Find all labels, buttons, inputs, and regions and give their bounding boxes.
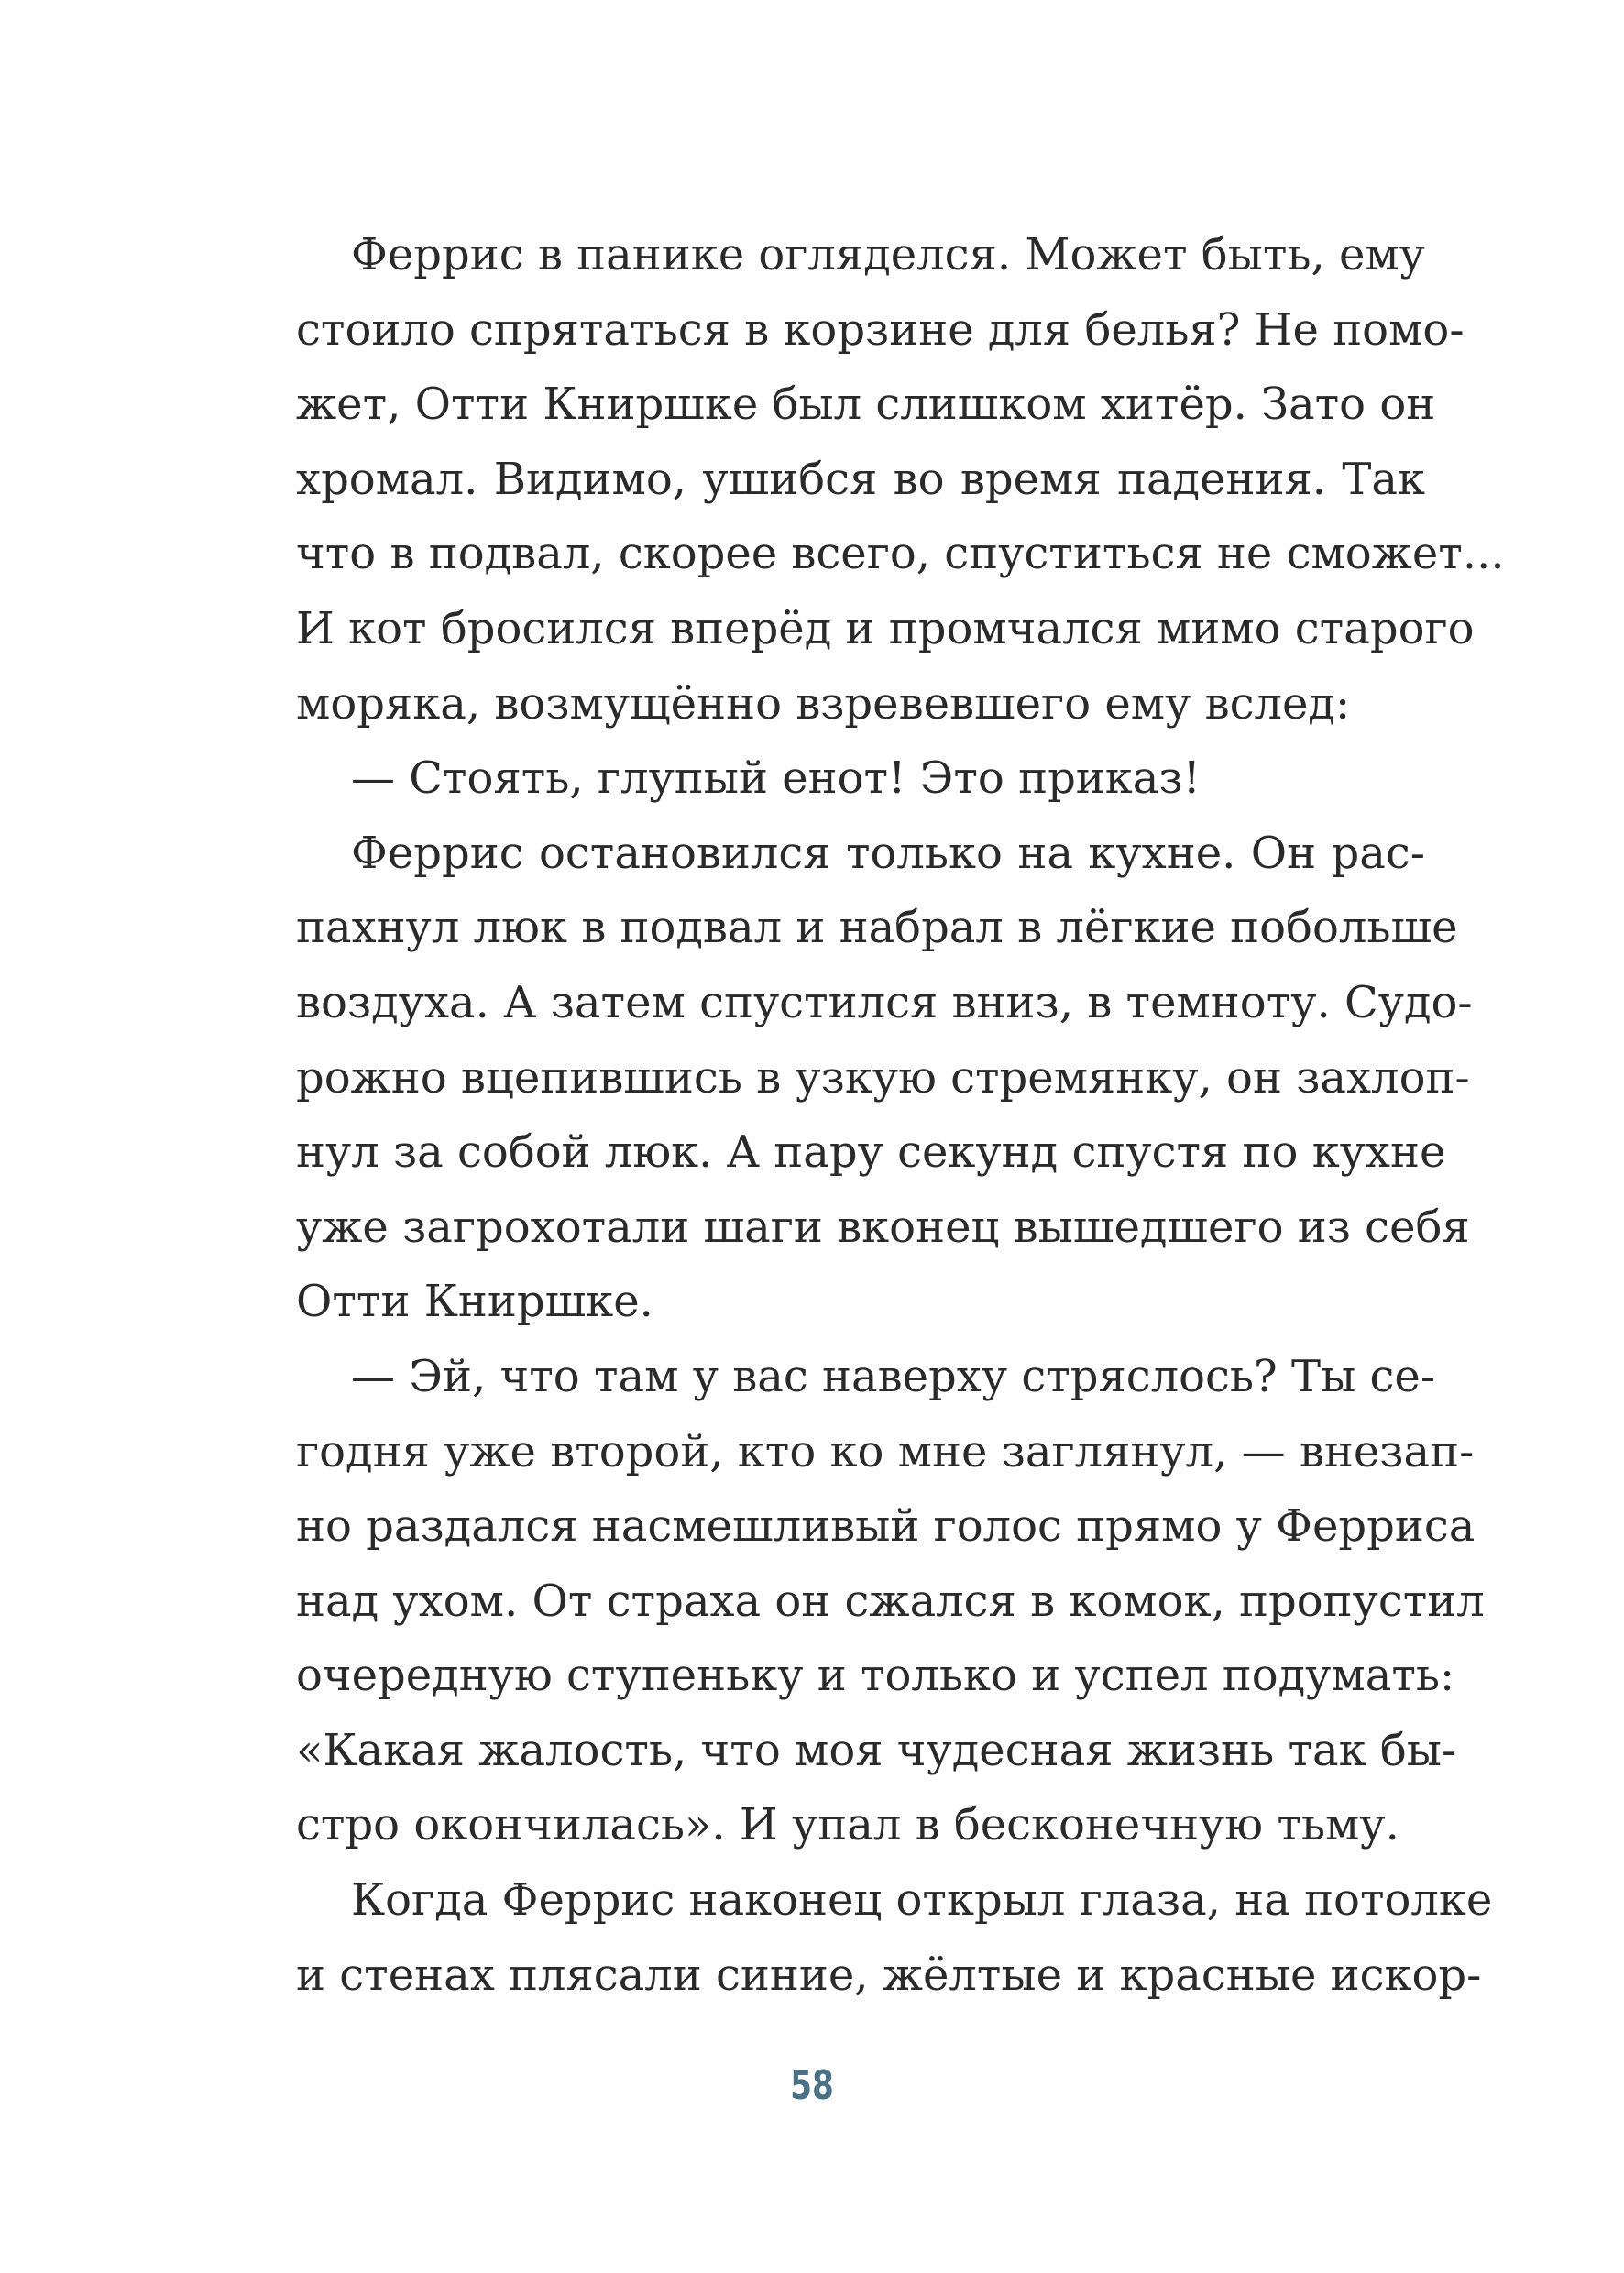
text-line: годня уже второй, кто ко мне заглянул, — внезап- [296, 1425, 1475, 1477]
text-line: воздуха. А затем спустился вниз, в темноту. Судо- [296, 976, 1473, 1028]
page-number: 58 [790, 2062, 834, 2109]
text-line: моряка, возмущённо взревевшего ему вслед: [296, 677, 1351, 730]
text-line: и стенах плясали синие, жёлтые и красные искор- [296, 1949, 1482, 2001]
text-line: Феррис в панике огляделся. Может быть, ему [351, 229, 1426, 280]
text-line: рожно вцепившись в узкую стремянку, он захлоп- [296, 1051, 1470, 1104]
text-line: что в подвал, скорее всего, спуститься не сможет... [296, 528, 1505, 580]
text-line: очередную ступеньку и только и успел подумать: [296, 1650, 1455, 1702]
text-line: уже загрохотали шаги вконец вышедшего из себя [296, 1201, 1470, 1253]
text-line: «Какая жалость, что моя чудесная жизнь так бы- [296, 1724, 1457, 1776]
text-line: — Эй, что там у вас наверху стряслось? Ты се- [351, 1350, 1436, 1402]
text-line: нул за собой люк. А пару секунд спустя по кухне [296, 1126, 1446, 1179]
text-line: стро окончилась». И упал в бесконечную тьму. [296, 1799, 1399, 1851]
text-line: жет, Отти Книршке был слишком хитёр. Зато он [296, 379, 1436, 431]
text-line: Феррис остановился только на кухне. Он рас- [351, 827, 1425, 879]
text-line: над ухом. От страха он сжался в комок, пропустил [296, 1575, 1485, 1627]
text-line: стоило спрятаться в корзине для белья? Не помо- [296, 303, 1465, 356]
text-line: И кот бросился вперёд и промчался мимо старого [296, 602, 1475, 654]
text-line: Когда Феррис наконец открыл глаза, на потолке [351, 1874, 1493, 1927]
text-line: пахнул люк в подвал и набрал в лёгкие побольше [296, 902, 1458, 954]
text-line: Отти Книршке. [296, 1276, 653, 1328]
text-line: — Стоять, глупый енот! Это приказ! [351, 752, 1201, 805]
text-line: хромал. Видимо, ушибся во время падения. Так [296, 453, 1425, 505]
body-text [296, 218, 1505, 2013]
text-line: но раздался насмешливый голос прямо у Ферриса [296, 1500, 1476, 1553]
